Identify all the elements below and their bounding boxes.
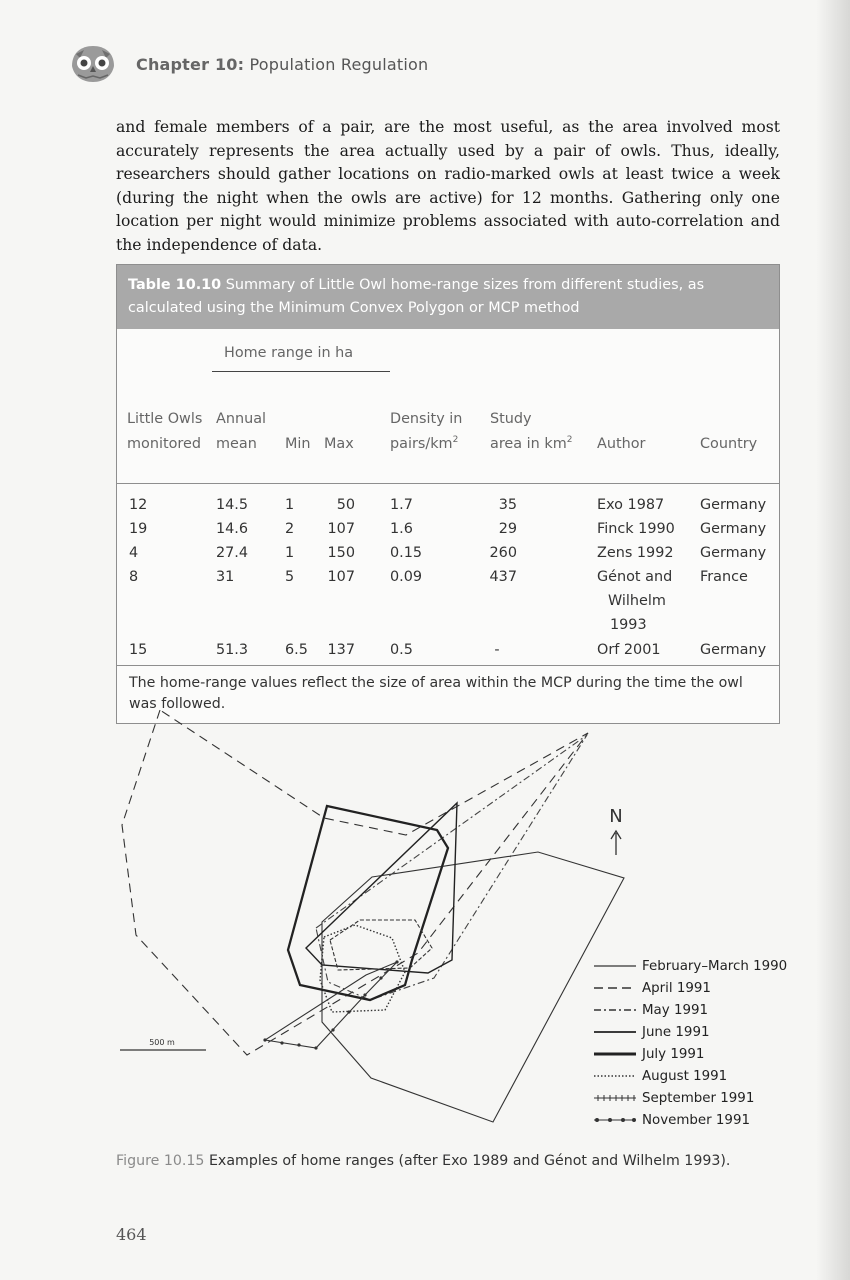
legend-label: August 1991	[642, 1068, 728, 1084]
table-cell: 437	[489, 569, 517, 585]
col-header-density-2: pairs/$km^2$	[390, 435, 459, 452]
table-cell: France	[700, 569, 748, 585]
table-note: The home-range values reflect the size of area within the MCP during the time the owl was followed.	[129, 675, 743, 712]
table-cell: 12	[129, 497, 148, 513]
table-cell: 6.5	[285, 642, 308, 658]
legend-label: April 1991	[642, 980, 711, 996]
col-header-study-1: Study	[490, 411, 532, 427]
legend-line-dotted-markers	[594, 1115, 636, 1125]
table-body	[117, 329, 779, 666]
range-nov-1991-markers	[263, 960, 398, 1049]
legend-line-solid-thick	[594, 1049, 636, 1059]
legend-line-dashed	[594, 983, 636, 993]
col-header-author: Author	[597, 436, 646, 452]
legend-line-ticked	[594, 1093, 636, 1103]
north-label: N	[609, 806, 623, 827]
table-cell: 29	[498, 521, 517, 537]
legend-item	[594, 1109, 794, 1131]
figure-caption	[116, 1153, 730, 1169]
legend-item	[594, 977, 794, 999]
legend-label: July 1991	[642, 1046, 705, 1062]
body-rule	[117, 665, 779, 666]
table-cell: 137	[327, 642, 355, 658]
north-arrow-icon	[611, 831, 621, 855]
chapter-title: Population Regulation	[249, 54, 429, 74]
table-cell: 1993	[610, 617, 647, 633]
figure-caption-text: Examples of home ranges (after Exo 1989 and Génot and Wilhelm 1993).	[208, 1153, 731, 1169]
legend-item	[594, 999, 794, 1021]
figure-number: Figure 10.15	[116, 1153, 205, 1169]
table-cell: 107	[327, 569, 355, 585]
table-cell: 0.09	[390, 569, 423, 585]
col-header-monitored-1: Little Owls	[127, 411, 203, 427]
table-cell: 8	[129, 569, 139, 585]
table-cell: 31	[216, 569, 235, 585]
table-cell: Wilhelm	[608, 593, 666, 609]
col-header-monitored-2: monitored	[127, 436, 201, 452]
table-cell: Germany	[700, 521, 767, 537]
table-cell: 1	[285, 545, 295, 561]
group-header-rule	[212, 371, 390, 372]
legend-label: June 1991	[642, 1024, 710, 1040]
range-nov-1991	[265, 962, 397, 1048]
table-cell: 14.5	[216, 497, 249, 513]
table-cell: 107	[327, 521, 355, 537]
table-cell: 1	[285, 497, 295, 513]
table-cell: -	[494, 642, 500, 658]
table-cell: 2	[285, 521, 295, 537]
table-cell: 0.5	[390, 642, 413, 658]
scale-label: 500 m	[149, 1038, 175, 1047]
table-cell: 5	[285, 569, 295, 585]
table-cell: 260	[489, 545, 517, 561]
legend-label: September 1991	[642, 1090, 755, 1106]
legend-item	[594, 1087, 794, 1109]
range-feb-mar-1990	[322, 852, 624, 1122]
table-cell: 19	[129, 521, 148, 537]
owl-logo-icon	[68, 44, 118, 84]
chapter-label: Chapter 10:	[136, 54, 245, 74]
legend-label: November 1991	[642, 1112, 750, 1128]
table-cell: Génot and	[597, 569, 673, 585]
table-cell: 50	[336, 497, 355, 513]
table-cell: Germany	[700, 642, 767, 658]
page-number: 464	[116, 1225, 147, 1244]
col-header-study-2: area in $km^2$	[490, 435, 573, 452]
table-number: Table 10.10	[128, 277, 222, 293]
table-cell: Exo 1987	[597, 497, 665, 513]
table-cell: 14.6	[216, 521, 249, 537]
col-header-mean-1: Annual	[216, 411, 267, 427]
table-cell: 35	[498, 497, 517, 513]
table-cell: Zens 1992	[597, 545, 674, 561]
running-header	[68, 44, 428, 84]
table-cell: 1.6	[390, 521, 413, 537]
col-header-density-1: Density in	[390, 411, 463, 427]
legend-label: February–March 1990	[642, 958, 788, 974]
table-cell: 27.4	[216, 545, 249, 561]
legend-line-dash-dot	[594, 1005, 636, 1015]
table-cell: 150	[327, 545, 355, 561]
table-10-10	[116, 264, 780, 724]
legend-item	[594, 1021, 794, 1043]
table-caption	[117, 265, 779, 329]
legend-item	[594, 955, 794, 977]
body-paragraph: and female members of a pair, are the most useful, as the area involved most accurately represents the area actually used by a pair of owls. Thus, ideally, researchers should gather locations on radio-marked owls at least twice a week (during the night when the owls are active) for 12 months. Gathering only one location per night would minimize problems associated with auto-correlation and the independence of data.	[116, 118, 780, 254]
legend-label: May 1991	[642, 1002, 709, 1018]
legend-line-solid-medium	[594, 1027, 636, 1037]
table-cell: 4	[129, 545, 139, 561]
table-cell: Germany	[700, 497, 767, 513]
table-cell: 51.3	[216, 642, 249, 658]
table-cell: Germany	[700, 545, 767, 561]
col-header-country: Country	[700, 436, 758, 452]
table-cell: Finck 1990	[597, 521, 675, 537]
table-caption-text: Summary of Little Owl home-range sizes from different studies, as calculated using the Minimum Convex Polygon or MCP method	[128, 277, 705, 316]
table-cell: 1.7	[390, 497, 413, 513]
group-header-home-range: Home range in ha	[224, 345, 354, 361]
range-apr-1991	[122, 710, 588, 1055]
header-rule	[117, 483, 779, 484]
figure-legend	[594, 955, 794, 1131]
col-header-min: Min	[285, 436, 311, 452]
legend-line-dotted	[594, 1071, 636, 1081]
table-cell: 15	[129, 642, 148, 658]
legend-line-solid-thin	[594, 961, 636, 971]
table-cell: 0.15	[390, 545, 423, 561]
legend-item	[594, 1065, 794, 1087]
col-header-mean-2: mean	[216, 436, 257, 452]
legend-item	[594, 1043, 794, 1065]
col-header-max: Max	[324, 436, 354, 452]
table-cell: Orf 2001	[597, 642, 661, 658]
